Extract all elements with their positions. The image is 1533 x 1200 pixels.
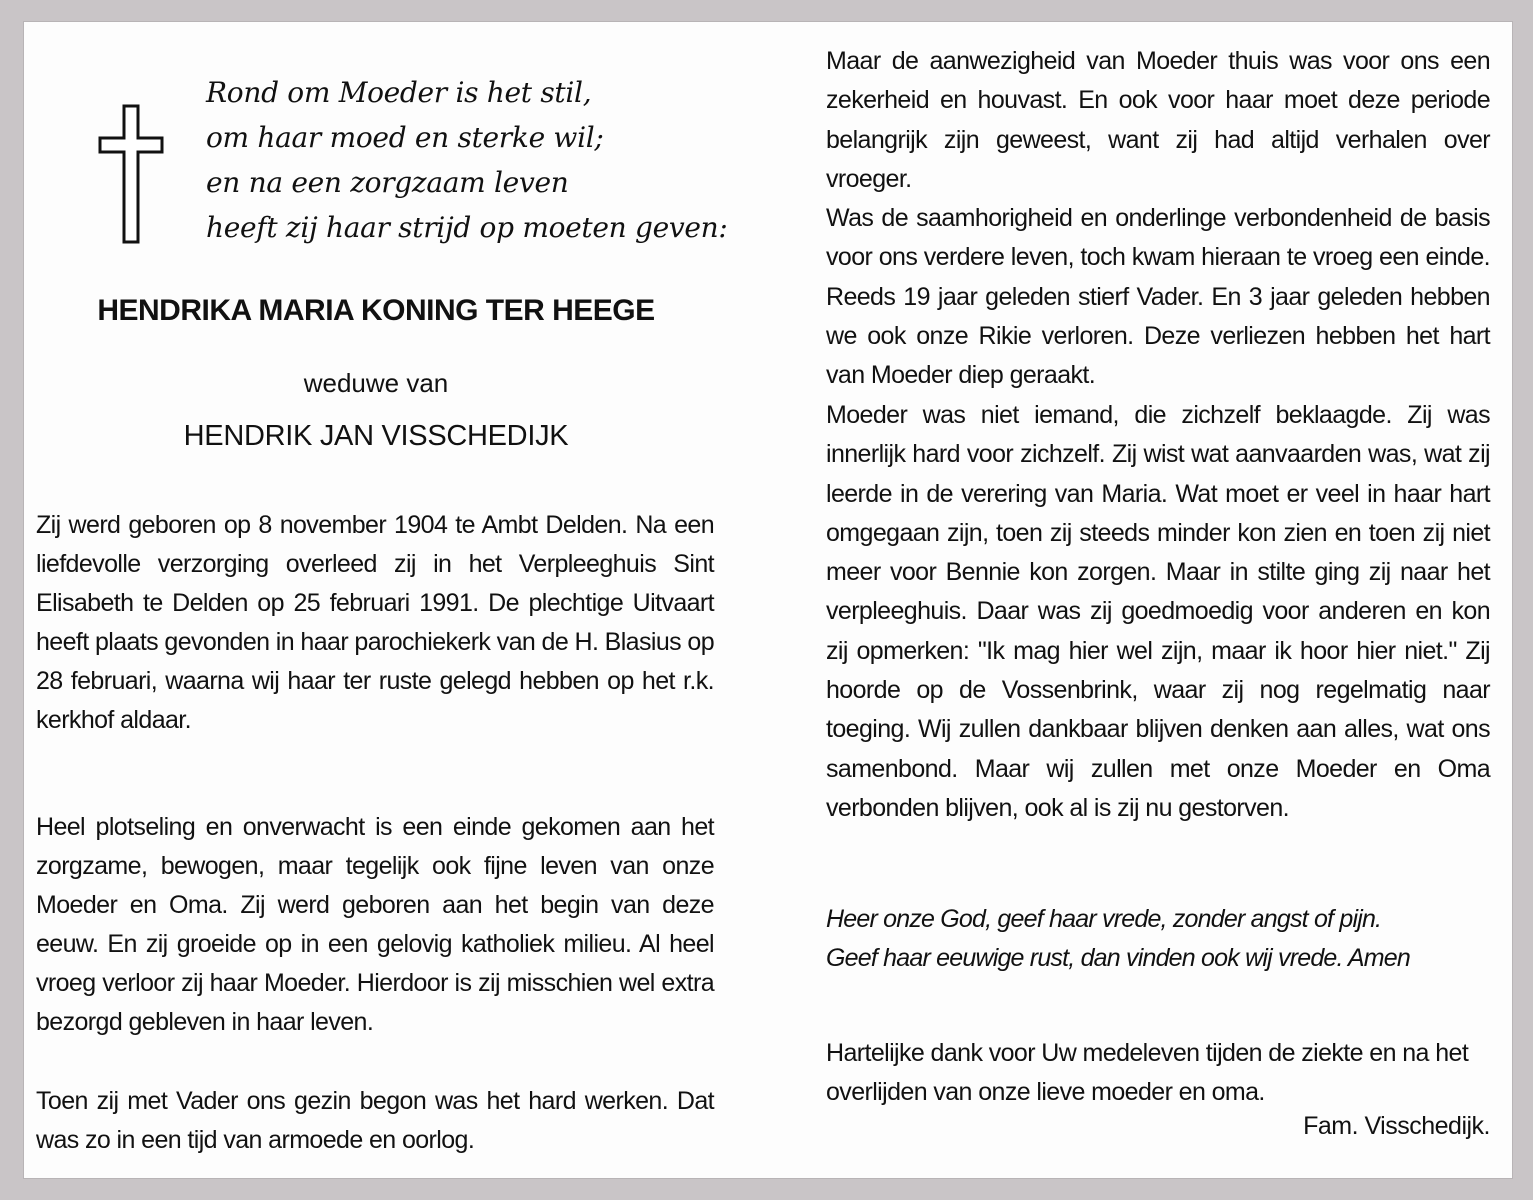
verse-line: Rond om Moeder is het stil, — [206, 76, 592, 109]
home-paragraph: Maar de aanwezigheid van Moeder thuis was voor ons een zekerheid en houvast. En ook voor haar moet deze periode belangrijk zijn geweest, want zij had altijd verhalen over vroeger. — [826, 47, 1490, 193]
latin-cross-icon — [98, 104, 164, 244]
prayer-line: Heer onze God, geef haar vrede, zonder angst of pijn. — [826, 905, 1382, 933]
verse-line: heeft zij haar strijd op moeten geven: — [206, 211, 728, 244]
verse — [206, 70, 728, 250]
loss-paragraph: Was de saamhorigheid en onderlinge verbondenheid de basis voor ons verdere leven, toch kwam hieraan te vroeg een einde. Reeds 19 jaar geleden stierf Vader. En 3 jaar geleden hebben we ook onze Rikie verloren. Deze verliezen hebben het hart van Moeder diep geraakt. — [826, 204, 1490, 390]
verse-line: om haar moed en sterke wil; — [206, 121, 604, 154]
prayer-line: Geef haar eeuwige rust, dan vinden ook wij vrede. Amen — [826, 944, 1411, 972]
husband-name: HENDRIK JAN VISSCHEDIJK — [183, 420, 569, 452]
character-paragraph: Moeder was niet iemand, die zichzelf beklaagde. Zij was innerlijk hard voor zichzelf. Zij wist wat aanvaarden was, wat zij leerde in de verering van Maria. Wat moet er veel in haar hart omgegaan zijn, toen zij steeds minder kon zien en toen zij niet meer voor Bennie kon zorgen. Maar in stilte ging zij naar het verpleeghuis. Daar was zij goedmoedig voor anderen en kon zij opmerken: "Ik mag hier wel zijn, maar ik hoor hier niet." Zij hoorde op de Vossenbrink, waar zij nog regelmatig naar toeging. Wij zullen dankbaar blijven denken aan alles, wat ons samenbond. Maar wij zullen met onze Moeder en Oma verbonden blijven, ook al is zij nu gestorven. — [826, 401, 1490, 822]
deceased-name: HENDRIKA MARIA KONING TER HEEGE — [97, 294, 655, 327]
life-paragraph: Heel plotseling en onverwacht is een einde gekomen aan het zorgzame, bewogen, maar tegelijk ook fijne leven van onze Moeder en Oma. Zij werd geboren aan het begin van deze eeuw. En zij groeide op in een gelovig katholiek milieu. Al heel vroeg verloor zij haar Moeder. Hierdoor is zij misschien wel extra bezorgd gebleven in haar leven. — [36, 813, 714, 1036]
verse-line: en na een zorgzaam leven — [206, 166, 569, 199]
family-signature: Fam. Visschedijk. — [1303, 1112, 1490, 1140]
memorial-card — [24, 22, 1512, 1178]
prayer — [826, 900, 1490, 978]
widow-of-label: weduwe van — [303, 368, 449, 398]
family-paragraph: Toen zij met Vader ons gezin begon was het hard werken. Dat was zo in een tijd van armoede en oorlog. — [36, 1087, 714, 1154]
birth-death-paragraph: Zij werd geboren op 8 november 1904 te Ambt Delden. Na een liefdevolle verzorging overleed zij in het Verpleeghuis Sint Elisabeth te Delden op 25 februari 1991. De plechtige Uitvaart heeft plaats gevonden in haar parochiekerk van de H. Blasius op 28 februari, waarna wij haar ter ruste gelegd hebben op het r.k. kerkhof aldaar. — [36, 511, 714, 734]
thanks-text: Hartelijke dank voor Uw medeleven tijden de ziekte en na het overlijden van onze lieve moeder en oma. — [826, 1039, 1469, 1106]
